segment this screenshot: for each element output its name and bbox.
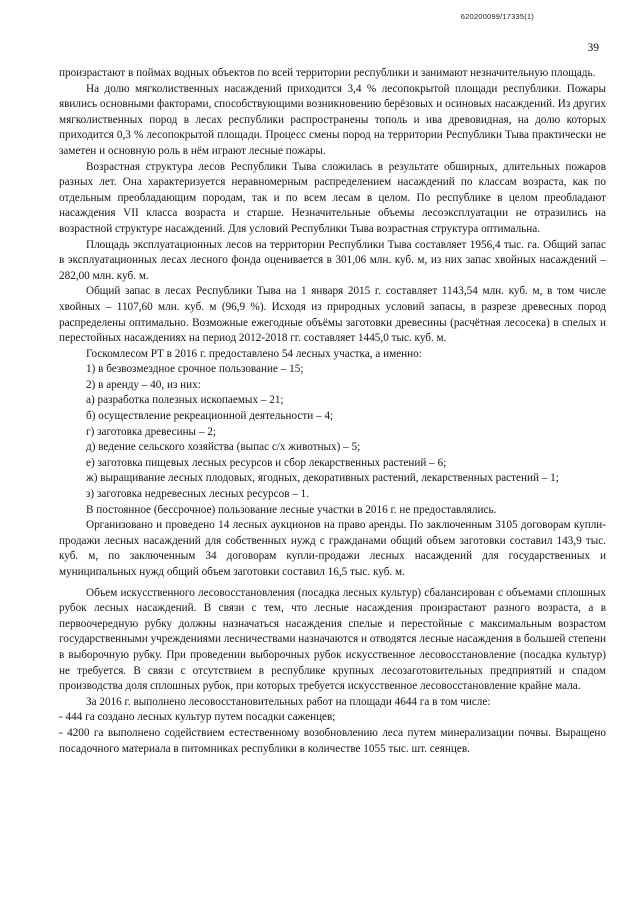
list-item: б) осуществление рекреационной деятельности – 4; <box>86 410 334 423</box>
list-item: 2) в аренду – 40, из них: <box>86 378 201 391</box>
paragraph-auctions: Организовано и проведено 14 лесных аукционов на право аренды. По заключенным 3105 договорам купли-продажи лесных насаждений для собственных нужд с гражданами общий объем заготовки составил 143,9 тыс. куб. м, по заключенным 34 договорам купли-продажи лесных насаждений для государственных и муниципальных нужд общий объем заготовки составил 16,5 тыс. куб. м. <box>59 519 606 578</box>
paragraph-plots-intro: Госкомлесом РТ в 2016 г. предоставлено 54 лесных участка, а именно: <box>86 347 422 360</box>
paragraph-reforestation: Объем искусственного лесовосстановления (посадка лесных культур) сбалансирован с объемами сплошных рубок лесных насаждений. В связи с тем, что лесные насаждения произрастают разного возраста, а в первоочередную рубку должны назначаться насаждения спелые и перестойные с максимальным возрастом государственными учреждениями лесничествами назначаются и отводятся лесные насаждения в большей степени в выборочную рубку. При проведении выборочных рубок искусственное лесовосстановление (посадка культур) не требуется. В связи с отсутствием в республике крупных лесозаготовительных предприятий и спадом производства доля сплошных рубок, при которых требуется искусственное лесовосстановление крайне мала. <box>59 586 606 693</box>
list-item: - 4200 га выполнено содействием естественному возобновлению леса путем минерализации почвы. Выращено посадочного материала в питомниках республики в количестве 1055 тыс. шт. сеянцев. <box>59 726 606 755</box>
list-item: - 444 га создано лесных культур путем посадки саженцев; <box>59 711 336 724</box>
list-item: з) заготовка недревесных лесных ресурсов – 1. <box>86 488 310 501</box>
list-item: е) заготовка пищевых лесных ресурсов и сбор лекарственных растений – 6; <box>86 456 447 469</box>
list-item: г) заготовка древесины – 2; <box>86 425 216 438</box>
paragraph-softwood: На долю мягколиственных насаждений приходится 3,4 % лесопокрытой площади республики. Пожары явились основными факторами, способствующими возникновению берёзовых и осиновых насаждений. Из других мягколиственных пород в лесах республики распространены тополь и ива древовидная, на долю которых приходится 0,3 % лесопокрытой площади. Процесс смены пород на территории Республики Тыва практически не заметен и основную роль в нём играют лесные пожары. <box>59 82 606 157</box>
list-item: ж) выращивание лесных плодовых, ягодных, декоративных растений, лекарственных растений – 1; <box>86 472 559 485</box>
page-number: 39 <box>587 42 599 54</box>
paragraph-exploitation-area: Площадь эксплуатационных лесов на территории Республики Тыва составляет 1956,4 тыс. га. Общий запас в эксплуатационных лесах лесного фонда оценивается в 301,06 млн. куб. м, из них запас хвойных насаждений – 282,00 млн. куб. м. <box>59 238 606 282</box>
document-id: 620200099/17335(1) <box>460 12 534 21</box>
paragraph-total-stock: Общий запас в лесах Республики Тыва на 1 января 2015 г. составляет 1143,54 млн. куб. м, в том числе хвойных – 1107,60 млн. куб. м (96,9 %). Исходя из природных условий запасы, в разрезе древесных пород распределены оптимально. Возможные ежегодные объёмы заготовки древесины (расчётная лесосека) в спелых и перестойных насаждениях на период 2012-2018 гг. составляет 1445,0 тыс. куб. м. <box>59 285 606 345</box>
paragraph-permanent-use: В постоянное (бессрочное) пользование лесные участки в 2016 г. не предоставлялись. <box>86 503 497 516</box>
paragraph-2016-works: За 2016 г. выполнено лесовосстановительных работ на площади 4644 га в том числе: <box>86 695 491 708</box>
list-item: 1) в безвозмездное срочное пользование – 15; <box>86 363 304 376</box>
paragraph-age-structure: Возрастная структура лесов Республики Тыва сложилась в результате обширных, длительных пожаров разных лет. Она характеризуется неравномерным распределением насаждений по классам возраста, как по отдельным преобладающим породам, так и по всем лесам в целом. По республике в целом преобладают насаждения VII класса возраста и старше. Незначительные объемы лесоэксплуатации не отразились на возрастной структуре насаждений. Для условий Республики Тыва возрастная структура оптимальна. <box>59 160 606 235</box>
list-item: а) разработка полезных ископаемых – 21; <box>86 394 284 407</box>
paragraph-continuation: произрастают в поймах водных объектов по всей территории республики и занимают незначительную площадь. <box>59 67 596 79</box>
list-item: д) ведение сельского хозяйства (выпас с/х животных) – 5; <box>86 441 361 454</box>
document-body <box>59 66 606 757</box>
